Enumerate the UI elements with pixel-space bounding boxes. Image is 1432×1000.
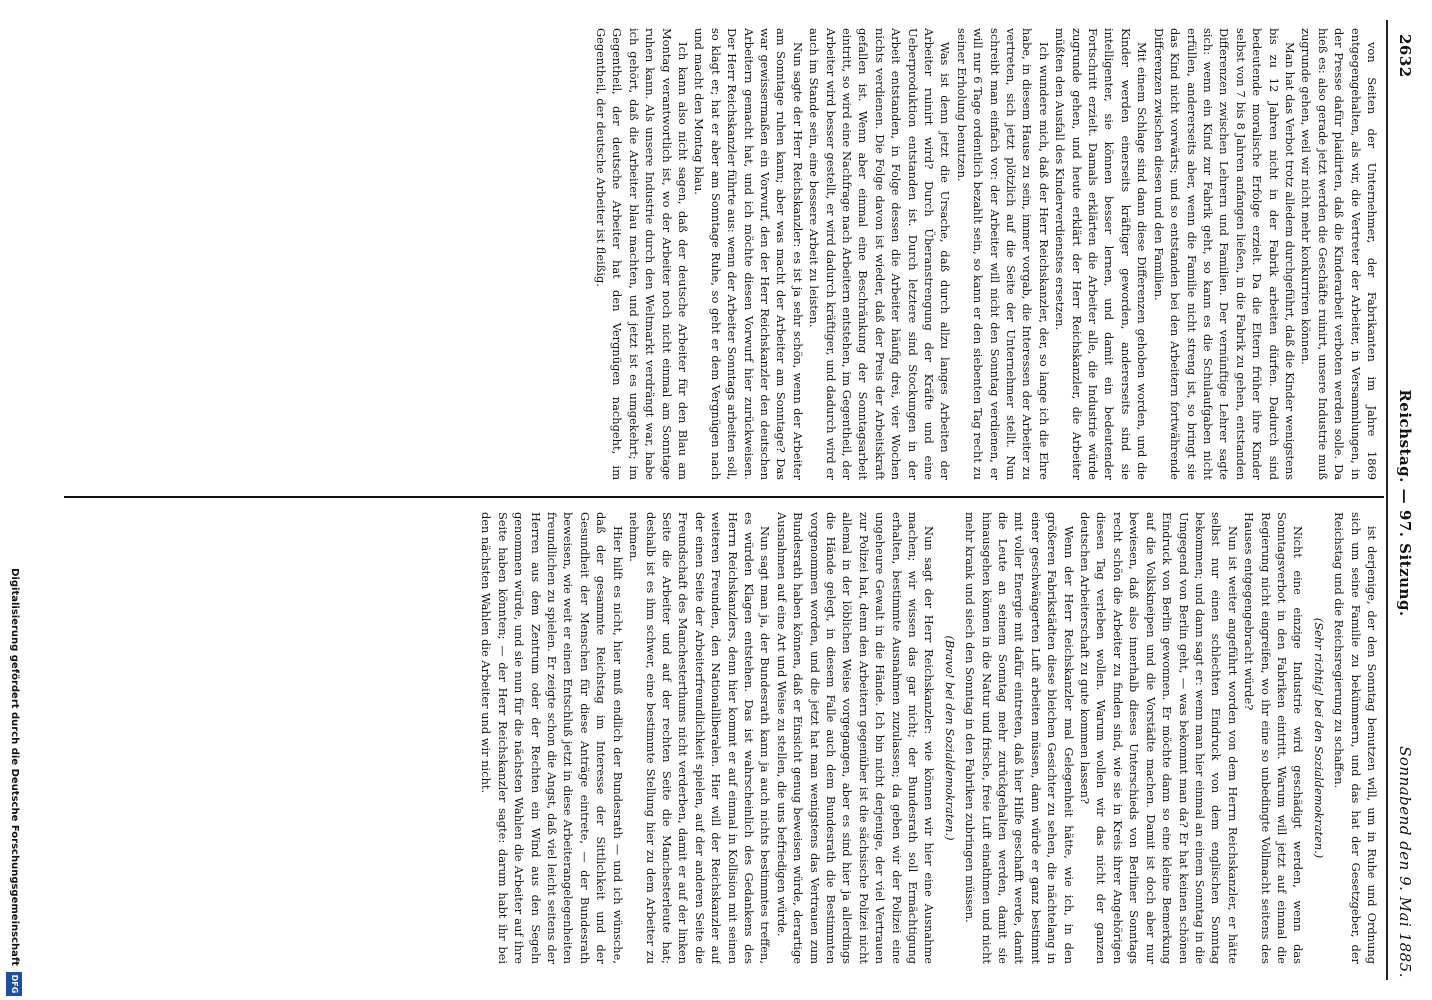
- paragraph: von Seiten der Unternehmer, der Fabrikanten im Jahre 1869 entgegengehalten, als wir, die Vertreter der Arbeiter, in Versammlungen, in der Presse dafür plaidirten, daß die Kinderarbeit verboten werden solle. Da hieß es: also gerade jetzt werden die Geschäfte ruinirt, unsere Industrie muß zugrunde gehen, weil wir nicht mehr konkurriren können.: [1299, 28, 1379, 480]
- paragraph: Hier hilft es nicht, hier muß endlich der Bundesrath — und ich wünsche, daß der gesammte Reichstag im Interesse der Sittlichkeit und der Gesundheit der Menschen für diese Anträge eintrete, — der Bundesrath beweisen, wie weit er einen Entschluß jetzt in diese Arbeiterangelegenheiten freundlichen zu spielen. Er zeigte schon die Angst, daß viel leicht seitens der Herren aus dem Zentrum oder der Rechten ein Wind aus den Segeln genommen würde, und sie nun für die nächsten Wahlen die Arbeiter auf ihre Seite haben könnten; — der Herr Reichskanzler sagte: darum habt ihr bei den nächsten Wahlen die Arbeiter und wir nicht.: [479, 512, 625, 964]
- interjection: (Bravo! bei den Sozialdemokraten.): [942, 635, 957, 841]
- paragraph: Nun sagte der Herr Reichskanzler: es ist ja sehr schön, wenn der Arbeiter am Sonntage ruhen kann; aber was macht der Arbeiter am Sonntage? Das war gewissermaßen ein Vorwurf, den der Herr Reichskanzler den deutschen Arbeitern gemacht hat, und ich möchte diesen Vorwurf hier zurückweisen. Der Herr Reichskanzler führte aus: wenn der Arbeiter Sonntags arbeiten soll, so klagt er; hat er aber am Sonntage Ruhe, so geht er dem Vergnügen nach und macht den Montag blau.: [692, 28, 805, 480]
- paragraph: Nun sagt der Herr Reichskanzler: wie können wir hier eine Ausnahme machen; wir wissen das gar nicht; der Bundesrath soll Ermächtigung erhalten, bestimmte Ausnahmen zuzulassen; da geben wir der Polizei eine ungeheure Gewalt in die Hände. Ich bin nicht derjenige, der viel Vertrauen zur Polizei hat, denn den Arbeitern gegenüber ist die sächsische Polizei nicht allemal in der löblichen Weise vorgegangen, aber es sind hier ja allerdings die Hände gelegt, in diesem Falle auch dem Bundesrath die Bestimmten vorgenommen worden, und die jetzt hat man wenigstens das Vertrauen zum Bundesrath haben können, daß er Einsicht genug beweisen würde, derartige Ausnahmen auf eine Art und Weise zu stellen, die uns befriedigen würde.: [774, 512, 937, 964]
- paragraph: Nun sagt man ja, der Bundesrath kann ja auch nichts bestimmtes treffen, es würden Klagen entstehen. Das ist wahrscheinlich des Gedankens des Herrn Reichskanzlers, denn hier kommt er auf einmal in Kollision mit seinen weiteren Freunden, den Nationalliberalen. Hier will der Reichskanzler auf der einen Seite der Arbeiterfreundlichkeit spielen, auf der anderen Seite die Freundschaft des Manchesterthums nicht verderben, damit er auf der linken Seite die Arbeiter und auf der rechten Seite die Manchesterleute hat; deshalb ist es ihm schwer, eine bestimmte Stellung hier zu dem Arbeiter zu nehmen.: [627, 512, 773, 964]
- right-column: [80, 512, 1380, 964]
- page-number: 2632: [1396, 34, 1414, 78]
- paragraph: Ich wundere mich, daß der Herr Reichskanzler, der, so lange ich die Ehre habe, in diesem Hause zu sein, immer vorgab, die Interessen der Arbeiter zu vertreten, sich jetzt plötzlich auf die Seite der Unternehmer stellt. Nun schreibt man einfach vor: der Arbeiter will nicht den Sonntag verdienen, er will nur 6 Tage ordentlich bezahlt sein, so kann er den siebenten Tag recht zu seiner Erholung benutzen.: [954, 28, 1051, 480]
- paragraph: Was ist denn jetzt die Ursache, daß durch allzu langes Arbeiten der Arbeiter ruinirt wird? Durch Überanstrengung der Kräfte und eine Ueberproduktion entstanden ist. Durch letztere sind Stockungen in der Arbeit entstanden, in Folge dessen die Arbeiter häufig drei, vier Wochen nichts verdienen. Die Folge davon ist wieder, daß der Preis der Arbeitskraft gefallen ist. Wenn aber einmal eine Beschränkung der Sonntagsarbeit eintritt, so wird eine Nachfrage nach Arbeitern entstehen, im Gegentheil, der Arbeiter wird besser gestellt, er wird dadurch kräftiger, und dadurch wird er auch im Stande sein, eine bessere Arbeit zu leisten.: [807, 28, 953, 480]
- paragraph: Ich kann also nicht sagen, daß der deutsche Arbeiter für den Blau am Montag verantwortlich ist, wo der Arbeiter noch nicht einmal am Sonntage ruhen kann. Als unsere Industrie durch den Weltmarkt verdrängt war, habe ich gehört, daß die Arbeiter blau machten, und jetzt ist es umgekehrt; im Gegentheil, der deutsche Arbeiter hat den Vergnügen nachgeht, im Gegentheil, der deutsche Arbeiter ist fleißig.: [593, 28, 690, 480]
- paragraph: Nun ist weiter angeführt worden von dem Herrn Reichskanzler, er hätte selbst nur einen schlechten Eindruck von dem englischen Sonntag bekommen; und dann sagt er: wenn man hier einmal an einem Sonntag in die Umgegend von Berlin geht, — was bekommt man da? Er hat keinen schönen Eindruck von Berlin gewonnen. Er möchte dann so eine kleine Bemerkung auf die Volkskneipen und die Vorstädte machen. Damit ist doch aber nur bewiesen, daß also innerhalb dieses Unterschieds von Berliner Sonntags recht schön die Arbeiter zu finden sind, wie sie in Kreis ihrer Angehörigen diesen Tag verleben wollen. Warum wollen wir das nicht der ganzen deutschen Arbeiterschaft zu gute kommen lassen?: [1078, 512, 1240, 964]
- paragraph: Wenn der Herr Reichskanzler mal Gelegenheit hätte, wie ich, in den größeren Fabrikstädten diese bleichen Gesichter zu sehen, die nächtelang in einer geschwängerten Luft arbeiten müssen, dann würde er ganz bestimmt mit voller Energie mit dafür eintreten, daß hier Hilfe geschafft werde, damit die Leute an seinem Sonntag mehr zurückgehalten werden, damit sie hinausgehen können in die Natur und frische, freie Luft einathmen und nicht mehr krank und siech den Sonntag in den Fabriken zubringen müssen.: [963, 512, 1076, 964]
- paragraph: Nicht eine einzige Industrie wird geschädigt werden, wenn das Sonntagsverbot in den Fabriken eintritt. Warum will jetzt auf einmal die Regierung nicht eingreifen, wo ihr eine so unbedingte Vollmacht seitens des Hauses entgegengebracht würde?: [1242, 512, 1306, 964]
- paragraph: Mit einem Schlage sind dann diese Differenzen gehoben worden, und die Kinder werden einerseits kräftiger geworden, andererseits sind sie intelligenter, sie können besser lernen, und damit ein bedeutender Fortschritt erzielt. Damals erklärten die Arbeiter alle, die Industrie würde zugrunde gehen, und heute erklärt der Herr Reichskanzler, die Arbeiter müßten den Ausfall des Kinderverdienstes ersetzen.: [1053, 28, 1150, 480]
- interjection: (Sehr richtig! bei den Sozialdemokraten.): [1311, 617, 1326, 859]
- header-rule: [1386, 20, 1388, 980]
- digitization-footer: [2, 0, 24, 1000]
- paragraph: Man hat das Verbot trotz alledem durchgeführt, daß die Kinder wenigstens bis zu 12 Jahren nicht in der Fabrik arbeiten dürfen. Dadurch sind bedeutende moralische Erfolge erzielt. Da die Eltern früher ihre Kinder selbst von 7 bis 8 Jahren anfangen ließen, in die Fabrik zu gehen, entstanden Differenzen zwischen Lehrern und Familien. Der vernünftige Lehrer sagte sich: wenn ein Kind zur Fabrik geht, so kann es die Schulaufgaben nicht erfüllen, andererseits aber, wenn die Familie nicht streng ist, so bringt sie das Kind nicht vorwärts; und so entstanden bei den Arbeitern fortwährende Differenzen zwischen diesen und den Familien.: [1151, 28, 1297, 480]
- session-date: Sonnabend den 9. Mai 1885.: [1396, 746, 1414, 978]
- funding-note: Digitalisierung gefördert durch die Deutsche Forschungsgemeinschaft: [9, 568, 20, 966]
- session-title: Reichstag. — 97. Sitzung.: [1396, 389, 1414, 617]
- page-header: [1382, 28, 1422, 978]
- left-column: [80, 28, 1380, 480]
- paragraph: ist derjenige, der den Sonntag benutzen will, um in Ruhe und Ordnung sich um seine Familie zu bekümmern, und das hat der Gesetzgeber, der Reichstag und die Reichsregierung zu schaffen.: [1332, 512, 1379, 964]
- column-divider: [64, 496, 1384, 498]
- dfg-logo: DFG: [6, 972, 22, 996]
